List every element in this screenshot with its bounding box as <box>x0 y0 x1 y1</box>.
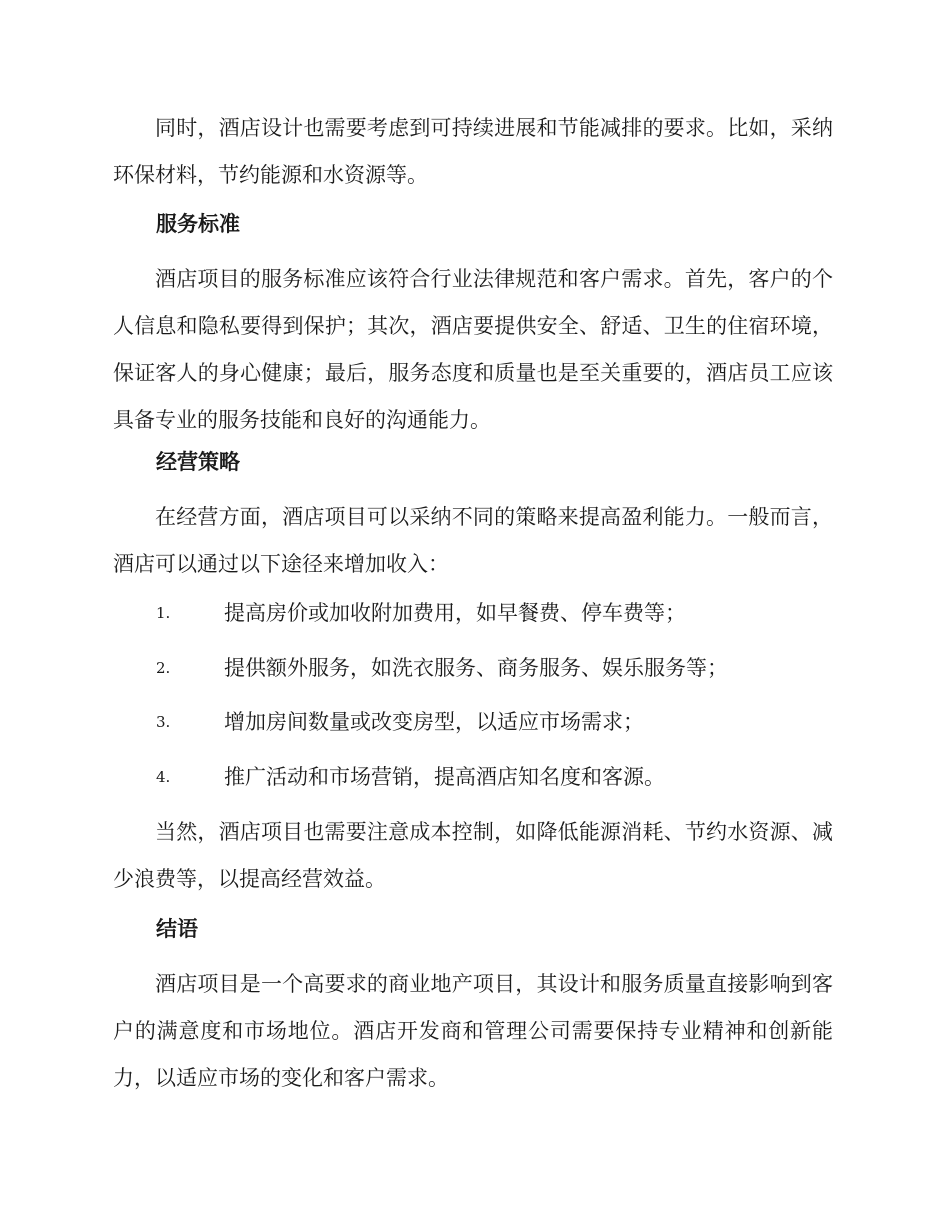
paragraph-service-standard: 酒店项目的服务标准应该符合行业法律规范和客户需求。首先，客户的个人信息和隐私要得到保护；其次，酒店要提供安全、舒适、卫生的住宿环境，保证客人的身心健康；最后，服务态度和质量也是至关重要的，酒店员工应该具备专业的服务技能和良好的沟通能力。 <box>113 267 833 432</box>
list-item-text: 推广活动和市场营销，提高酒店知名度和客源。 <box>224 765 665 789</box>
paragraph-conclusion: 酒店项目是一个高要求的商业地产项目，其设计和服务质量直接影响到客户的满意度和市场地位。酒店开发商和管理公司需要保持专业精神和创新能力，以适应市场的变化和客户需求。 <box>113 972 833 1090</box>
list-item-text: 提高房价或加收附加费用，如早餐费、停车费等； <box>224 601 686 625</box>
list-item-number: 1. <box>156 604 171 622</box>
paragraph-business-strategy: 在经营方面，酒店项目可以采纳不同的策略来提高盈利能力。一般而言，酒店可以通过以下途径来增加收入： <box>113 505 833 576</box>
paragraph-cost-control: 当然，酒店项目也需要注意成本控制，如降低能源消耗、节约水资源、减少浪费等，以提高经营效益。 <box>113 820 833 891</box>
paragraph-sustainability: 同时，酒店设计也需要考虑到可持续进展和节能减排的要求。比如，采纳环保材料，节约能源和水资源等。 <box>113 116 833 187</box>
heading-conclusion: 结语 <box>156 916 198 941</box>
list-item-number: 3. <box>156 713 171 731</box>
heading-business-strategy: 经营策略 <box>156 449 240 474</box>
list-item-text: 提供额外服务，如洗衣服务、商务服务、娱乐服务等； <box>224 656 728 680</box>
heading-service-standard: 服务标准 <box>156 211 240 236</box>
list-item-number: 4. <box>156 768 171 786</box>
list-item-text: 增加房间数量或改变房型，以适应市场需求； <box>224 710 644 734</box>
list-item-number: 2. <box>156 659 171 677</box>
